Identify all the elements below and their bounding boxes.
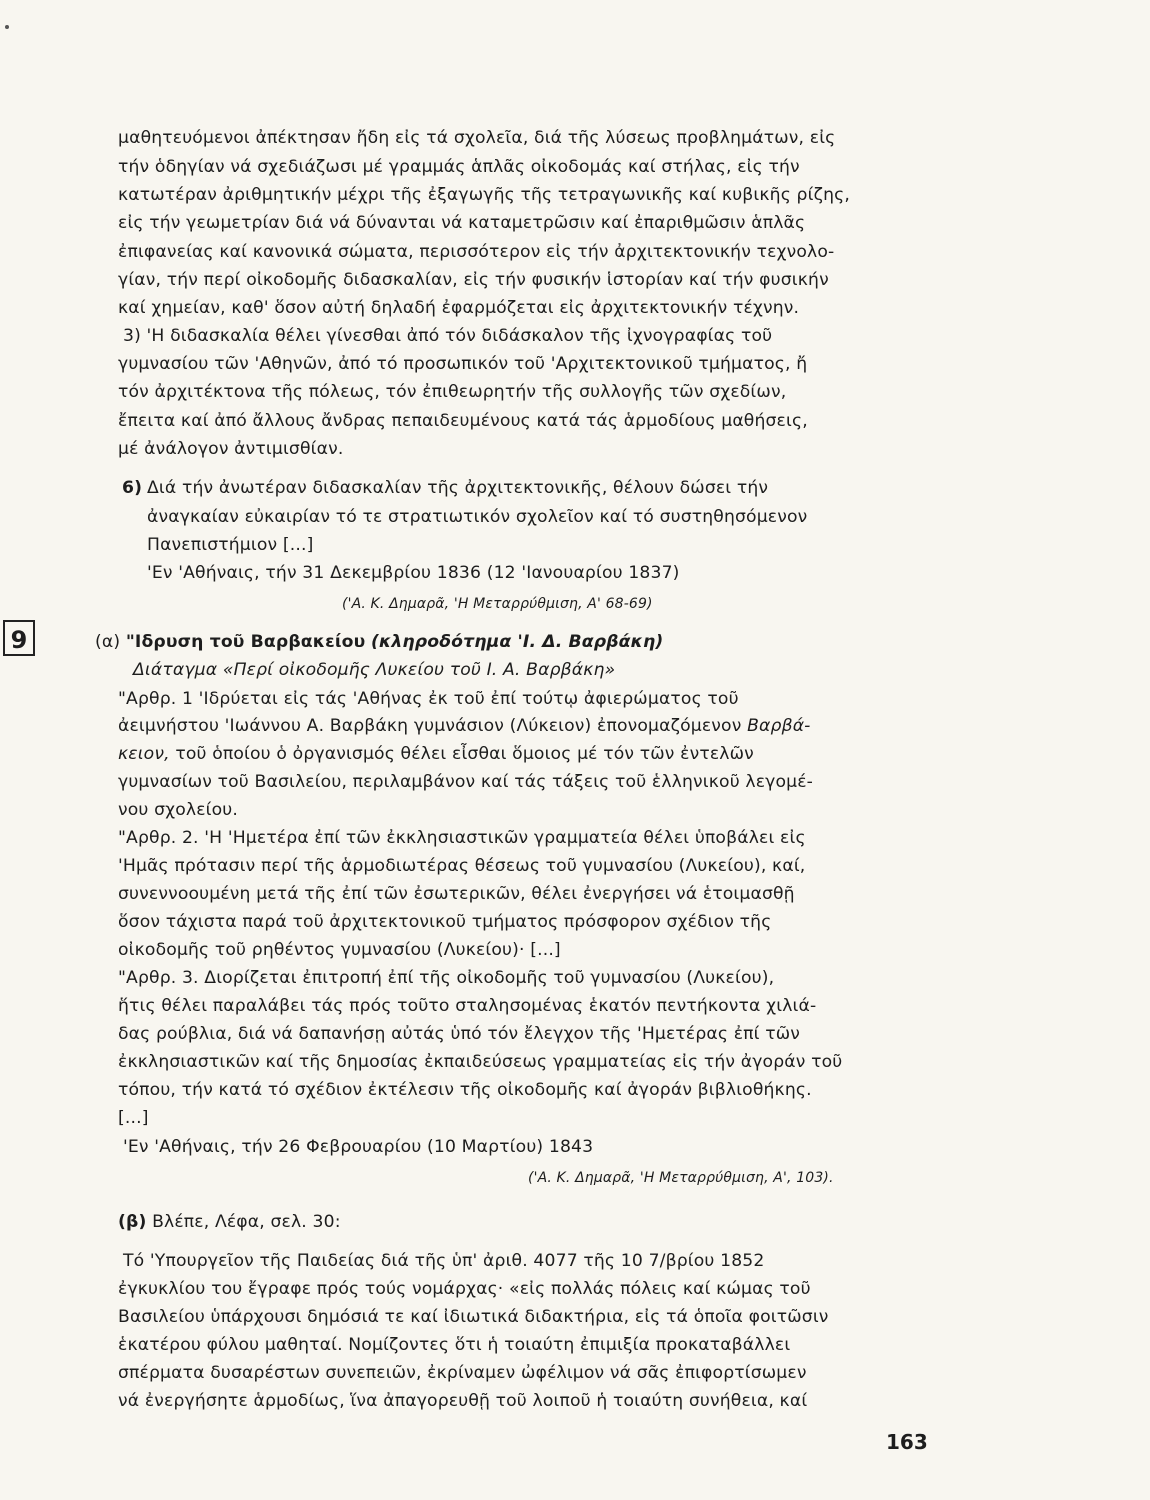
text-fragment: τοῦ ὁποίου ὁ ὀργανισμός θέλει εἶσθαι ὅμοιος μέ τόν τῶν ἐντελῶν: [175, 744, 754, 764]
section-number-badge: 9: [3, 620, 35, 656]
text-line: γίαν, τήν περί οἰκοδομῆς διδασκαλίαν, εἰς τήν φυσικήν ἱστορίαν καί τήν φυσικήν: [118, 270, 829, 290]
section-label: (α): [95, 632, 121, 652]
text-line: 'Ημᾶς πρότασιν περί τῆς ἁρμοδιωτέρας θέσεως τοῦ γυμνασίου (Λυκείου), καί,: [118, 856, 806, 876]
text-line: νά ἐνεργήσητε ἁρμοδίως, ἵνα ἀπαγορευθῇ τοῦ λοιποῦ ἡ τοιαύτη συνήθεια, καί: [118, 1391, 808, 1411]
text-line: [...]: [118, 1108, 149, 1128]
text-line: ἀναγκαίαν εὐκαιρίαν τό τε στρατιωτικόν σχολεῖον καί τό συστηθησόμενον: [147, 507, 808, 527]
text-line: ἐγκυκλίου του ἔγραφε πρός τούς νομάρχας· «εἰς πολλάς πόλεις καί κώμας τοῦ: [118, 1279, 811, 1299]
text-line: "Αρθρ. 2. 'Η 'Ημετέρα ἐπί τῶν ἐκκλησιαστικῶν γραμματεία θέλει ὑποβάλει εἰς: [118, 828, 806, 848]
text-line: [118, 742, 754, 766]
text-line: Τό 'Υπουργεῖον τῆς Παιδείας διά τῆς ὑπ' ἀριθ. 4077 τῆς 10 7/βρίου 1852: [123, 1251, 765, 1271]
section-label: (β): [118, 1212, 147, 1232]
text-line: γυμνασίου τῶν 'Αθηνῶν, ἀπό τό προσωπικόν τοῦ 'Αρχιτεκτονικοῦ τμήματος, ἤ: [118, 354, 808, 374]
text-line: τόπου, τήν κατά τό σχέδιον ἐκτέλεσιν τῆς οἰκοδομῆς καί ἀγοράν βιβλιοθήκης.: [118, 1080, 812, 1100]
section-b-heading: [118, 1210, 341, 1234]
text-line: ἥτις θέλει παραλάβει τάς πρός τοῦτο σταλησομένας ἑκατόν πεντήκοντα χιλιά-: [118, 996, 817, 1016]
text-line: γυμνασίων τοῦ Βασιλείου, περιλαμβάνον καί τάς τάξεις τοῦ ἑλληνικοῦ λεγομέ-: [118, 772, 814, 792]
italic-word: κειον,: [118, 744, 170, 764]
text-line: ἔπειτα καί ἀπό ἄλλους ἄνδρας πεπαιδευμένους κατά τάς ἁρμοδίους μαθήσεις,: [118, 411, 808, 431]
text-line: [118, 714, 811, 738]
text-line: σπέρματα δυσαρέστων συνεπειῶν, ἐκρίναμεν ὠφέλιμον νά σᾶς ἐπιφορτίσωμεν: [118, 1363, 807, 1383]
text-line: κατωτέραν ἀριθμητικήν μέχρι τῆς ἐξαγωγῆς τῆς τετραγωνικῆς καί κυβικῆς ρίζης,: [118, 185, 850, 205]
text-line: οἰκοδομῆς τοῦ ρηθέντος γυμνασίου (Λυκείου)· [...]: [118, 940, 561, 960]
citation: ('Α. Κ. Δημαρᾶ, 'Η Μεταρρύθμιση, Α', 103).: [528, 1170, 834, 1186]
text-line: μαθητευόμενοι ἀπέκτησαν ἤδη εἰς τά σχολεῖα, διά τῆς λύσεως προβλημάτων, εἰς: [118, 128, 836, 148]
text-line: μέ ἀνάλογον ἀντιμισθίαν.: [118, 439, 344, 459]
text-line: τόν ἀρχιτέκτονα τῆς πόλεως, τόν ἐπιθεωρητήν τῆς συλλογῆς τῶν σχεδίων,: [118, 382, 787, 402]
text-line: ἑκατέρου φύλου μαθηταί. Νομίζοντες ὅτι ἡ τοιαύτη ἐπιμιξία προκαταβάλλει: [118, 1335, 791, 1355]
text-line: "Αρθρ. 1 'Ιδρύεται εἰς τάς 'Αθήνας ἐκ τοῦ ἐπί τούτῳ ἀφιερώματος τοῦ: [118, 689, 739, 709]
text-line: ἐπιφανείας καί κανονικά σώματα, περισσότερον εἰς τήν ἀρχιτεκτονικήν τεχνολο-: [118, 242, 835, 262]
text-line: δας ρούβλια, διά νά δαπανήσῃ αὐτάς ὑπό τόν ἔλεγχον τῆς 'Ημετέρας ἐπί τῶν: [118, 1024, 801, 1044]
text-line: εἰς τήν γεωμετρίαν διά νά δύνανται νά καταμετρῶσιν καί ἐπαριθμῶσιν ἁπλᾶς: [118, 213, 806, 233]
text-line: Διά τήν ἀνωτέραν διδασκαλίαν τῆς ἀρχιτεκτονικῆς, θέλουν δώσει τήν: [147, 478, 769, 498]
section-heading-text: Βλέπε, Λέφα, σελ. 30:: [152, 1212, 341, 1232]
text-line: τήν ὁδηγίαν νά σχεδιάζωσι μέ γραμμάς ἁπλᾶς οἰκοδομάς καί στήλας, εἰς τήν: [118, 157, 800, 177]
text-line: 3) 'Η διδασκαλία θέλει γίνεσθαι ἀπό τόν διδάσκαλον τῆς ἰχνογραφίας τοῦ: [123, 326, 773, 346]
text-line: 'Εν 'Αθήναις, τήν 31 Δεκεμβρίου 1836 (12 'Ιανουαρίου 1837): [147, 563, 680, 583]
text-line: ἐκκλησιαστικῶν καί τῆς δημοσίας ἐκπαιδεύσεως γραμματείας εἰς τήν ἀγοράν τοῦ: [118, 1052, 843, 1072]
text-line: Πανεπιστήμιον [...]: [147, 535, 314, 555]
text-line: "Αρθρ. 3. Διορίζεται ἐπιτροπή ἐπί τῆς οἰκοδομῆς τοῦ γυμνασίου (Λυκείου),: [118, 968, 775, 988]
italic-word: Βαρβά-: [747, 716, 811, 736]
text-line: ὅσον τάχιστα παρά τοῦ ἀρχιτεκτονικοῦ τμήματος πρόσφορον σχέδιον τῆς: [118, 912, 772, 932]
date-line: 'Εν 'Αθήναις, τήν 26 Φεβρουαρίου (10 Μαρτίου) 1843: [123, 1137, 594, 1157]
text-line: καί χημείαν, καθ' ὅσον αὐτή δηλαδή ἐφαρμόζεται εἰς ἀρχιτεκτονικήν τέχνην.: [118, 298, 800, 318]
text-line: συνεννοουμένη μετά τῆς ἐπί τῶν ἐσωτερικῶν, θέλει ἐνεργήσει νά ἑτοιμασθῇ: [118, 884, 795, 904]
paragraph-number: 6): [122, 478, 143, 498]
page-number: 163: [886, 1430, 928, 1454]
section-title-parenthetical: (κληροδότημα 'Ι. Δ. Βαρβάκη): [371, 632, 664, 652]
section-title: "Ιδρυση τοῦ Βαρβακείου: [125, 632, 366, 652]
text-line: Βασιλείου ὑπάρχουσι δημόσιά τε καί ἰδιωτικά διδακτήρια, εἰς τά ὁποῖα φοιτῶσιν: [118, 1307, 829, 1327]
section-subtitle: Διάταγμα «Περί οἰκοδομῆς Λυκείου τοῦ Ι. Α. Βαρβάκη»: [133, 660, 616, 680]
section-a-heading: [95, 630, 663, 654]
corner-dot: [5, 25, 9, 29]
text-line: νου σχολείου.: [118, 800, 239, 820]
text-fragment: ἀειμνήστου 'Ιωάννου Α. Βαρβάκη γυμνάσιον (Λύκειον) ἐπονομαζόμενον: [118, 716, 742, 736]
citation: ('Α. Κ. Δημαρᾶ, 'Η Μεταρρύθμιση, Α' 68-69): [342, 596, 653, 612]
